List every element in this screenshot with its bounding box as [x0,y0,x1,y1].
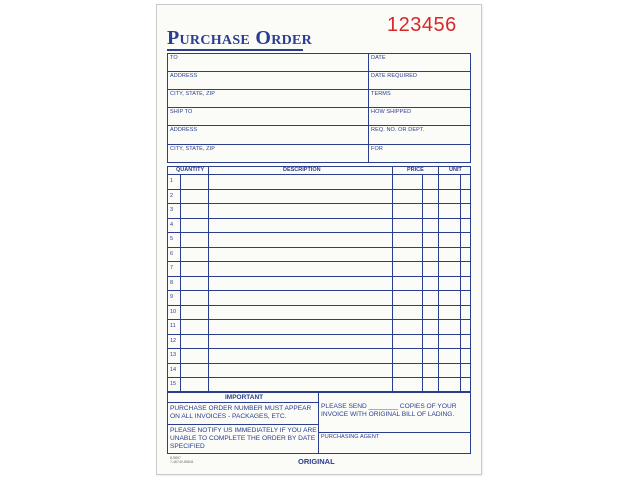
notify-line-1: PLEASE NOTIFY US IMMEDIATELY IF YOU ARE [170,427,317,434]
table-row-number: 10 [170,308,177,315]
serial-number: 123456 [387,14,457,36]
ship-city-state-zip-label: CITY, STATE, ZIP [170,146,215,152]
table-row-rule [167,319,471,320]
table-row-rule [167,276,471,277]
how-shipped-label: HOW SHIPPED [371,109,412,115]
header-divider [368,53,369,163]
ship-address-label: ADDRESS [170,127,198,133]
date-label: DATE [371,55,386,61]
important-line-2: ON ALL INVOICES - PACKAGES, ETC. [170,413,287,420]
table-row-number: 13 [170,352,177,358]
quantity-column-header: QUANTITY [176,167,205,173]
send-copies-line-2: INVOICE WITH ORIGINAL BILL OF LADING. [321,411,455,418]
notify-line-3: SPECIFIED [170,443,205,450]
price-column-header: PRICE [407,167,424,173]
table-row-rule [167,218,471,219]
footer-divider [318,392,319,454]
important-line-1: PURCHASE ORDER NUMBER MUST APPEAR [170,405,312,412]
table-row-rule [167,247,471,248]
table-row-number: 14 [170,366,177,373]
form-code: 8-5857 7-46740-85841 [170,456,194,464]
table-row-rule [167,261,471,262]
copy-label: ORIGINAL [298,457,335,466]
purchasing-agent-label: PURCHASING AGENT [321,434,380,440]
important-heading: IMPORTANT [225,394,264,401]
table-row-number: 2 [170,192,174,199]
table-row-rule [167,363,471,364]
table-row-rule [167,377,471,378]
description-column-header: DESCRIPTION [283,167,321,173]
table-row-rule [167,334,471,335]
table-row-rule [167,290,471,291]
table-row-number: 6 [170,250,174,257]
ship-to-label: SHIP TO [170,109,193,115]
address-field-label: ADDRESS [170,73,198,79]
table-row-number: 3 [170,207,174,213]
table-row-number: 15 [170,381,177,387]
city-state-zip-label: CITY, STATE, ZIP [170,91,215,97]
req-no-label: REQ. NO. OR DEPT. [371,127,425,133]
notify-line-2: UNABLE TO COMPLETE THE ORDER BY DATE [170,435,316,442]
title-underline [167,49,303,51]
table-row-rule [167,305,471,306]
table-header-rule [167,174,471,175]
form-title: Purchase Order [167,27,313,49]
table-row-number: 4 [170,221,174,228]
table-row-rule [167,348,471,349]
to-field-label: TO [170,55,178,61]
table-row-rule [167,189,471,190]
table-row-number: 12 [170,337,177,344]
table-row-number: 11 [170,323,176,329]
items-table [167,166,471,392]
for-label: FOR [371,146,383,152]
send-copies-line-1: PLEASE SEND ________ COPIES OF YOUR [321,403,457,410]
table-row-number: 7 [170,265,174,271]
table-row-rule [167,203,471,204]
table-row-rule [167,232,471,233]
table-row-number: 5 [170,236,174,242]
table-row-number: 9 [170,294,174,300]
table-row-number: 1 [170,178,174,184]
date-required-label: DATE REQUIRED [371,73,418,79]
terms-label: TERMS [371,91,391,97]
table-row-number: 8 [170,279,174,286]
unit-column-header: UNIT [449,167,462,173]
